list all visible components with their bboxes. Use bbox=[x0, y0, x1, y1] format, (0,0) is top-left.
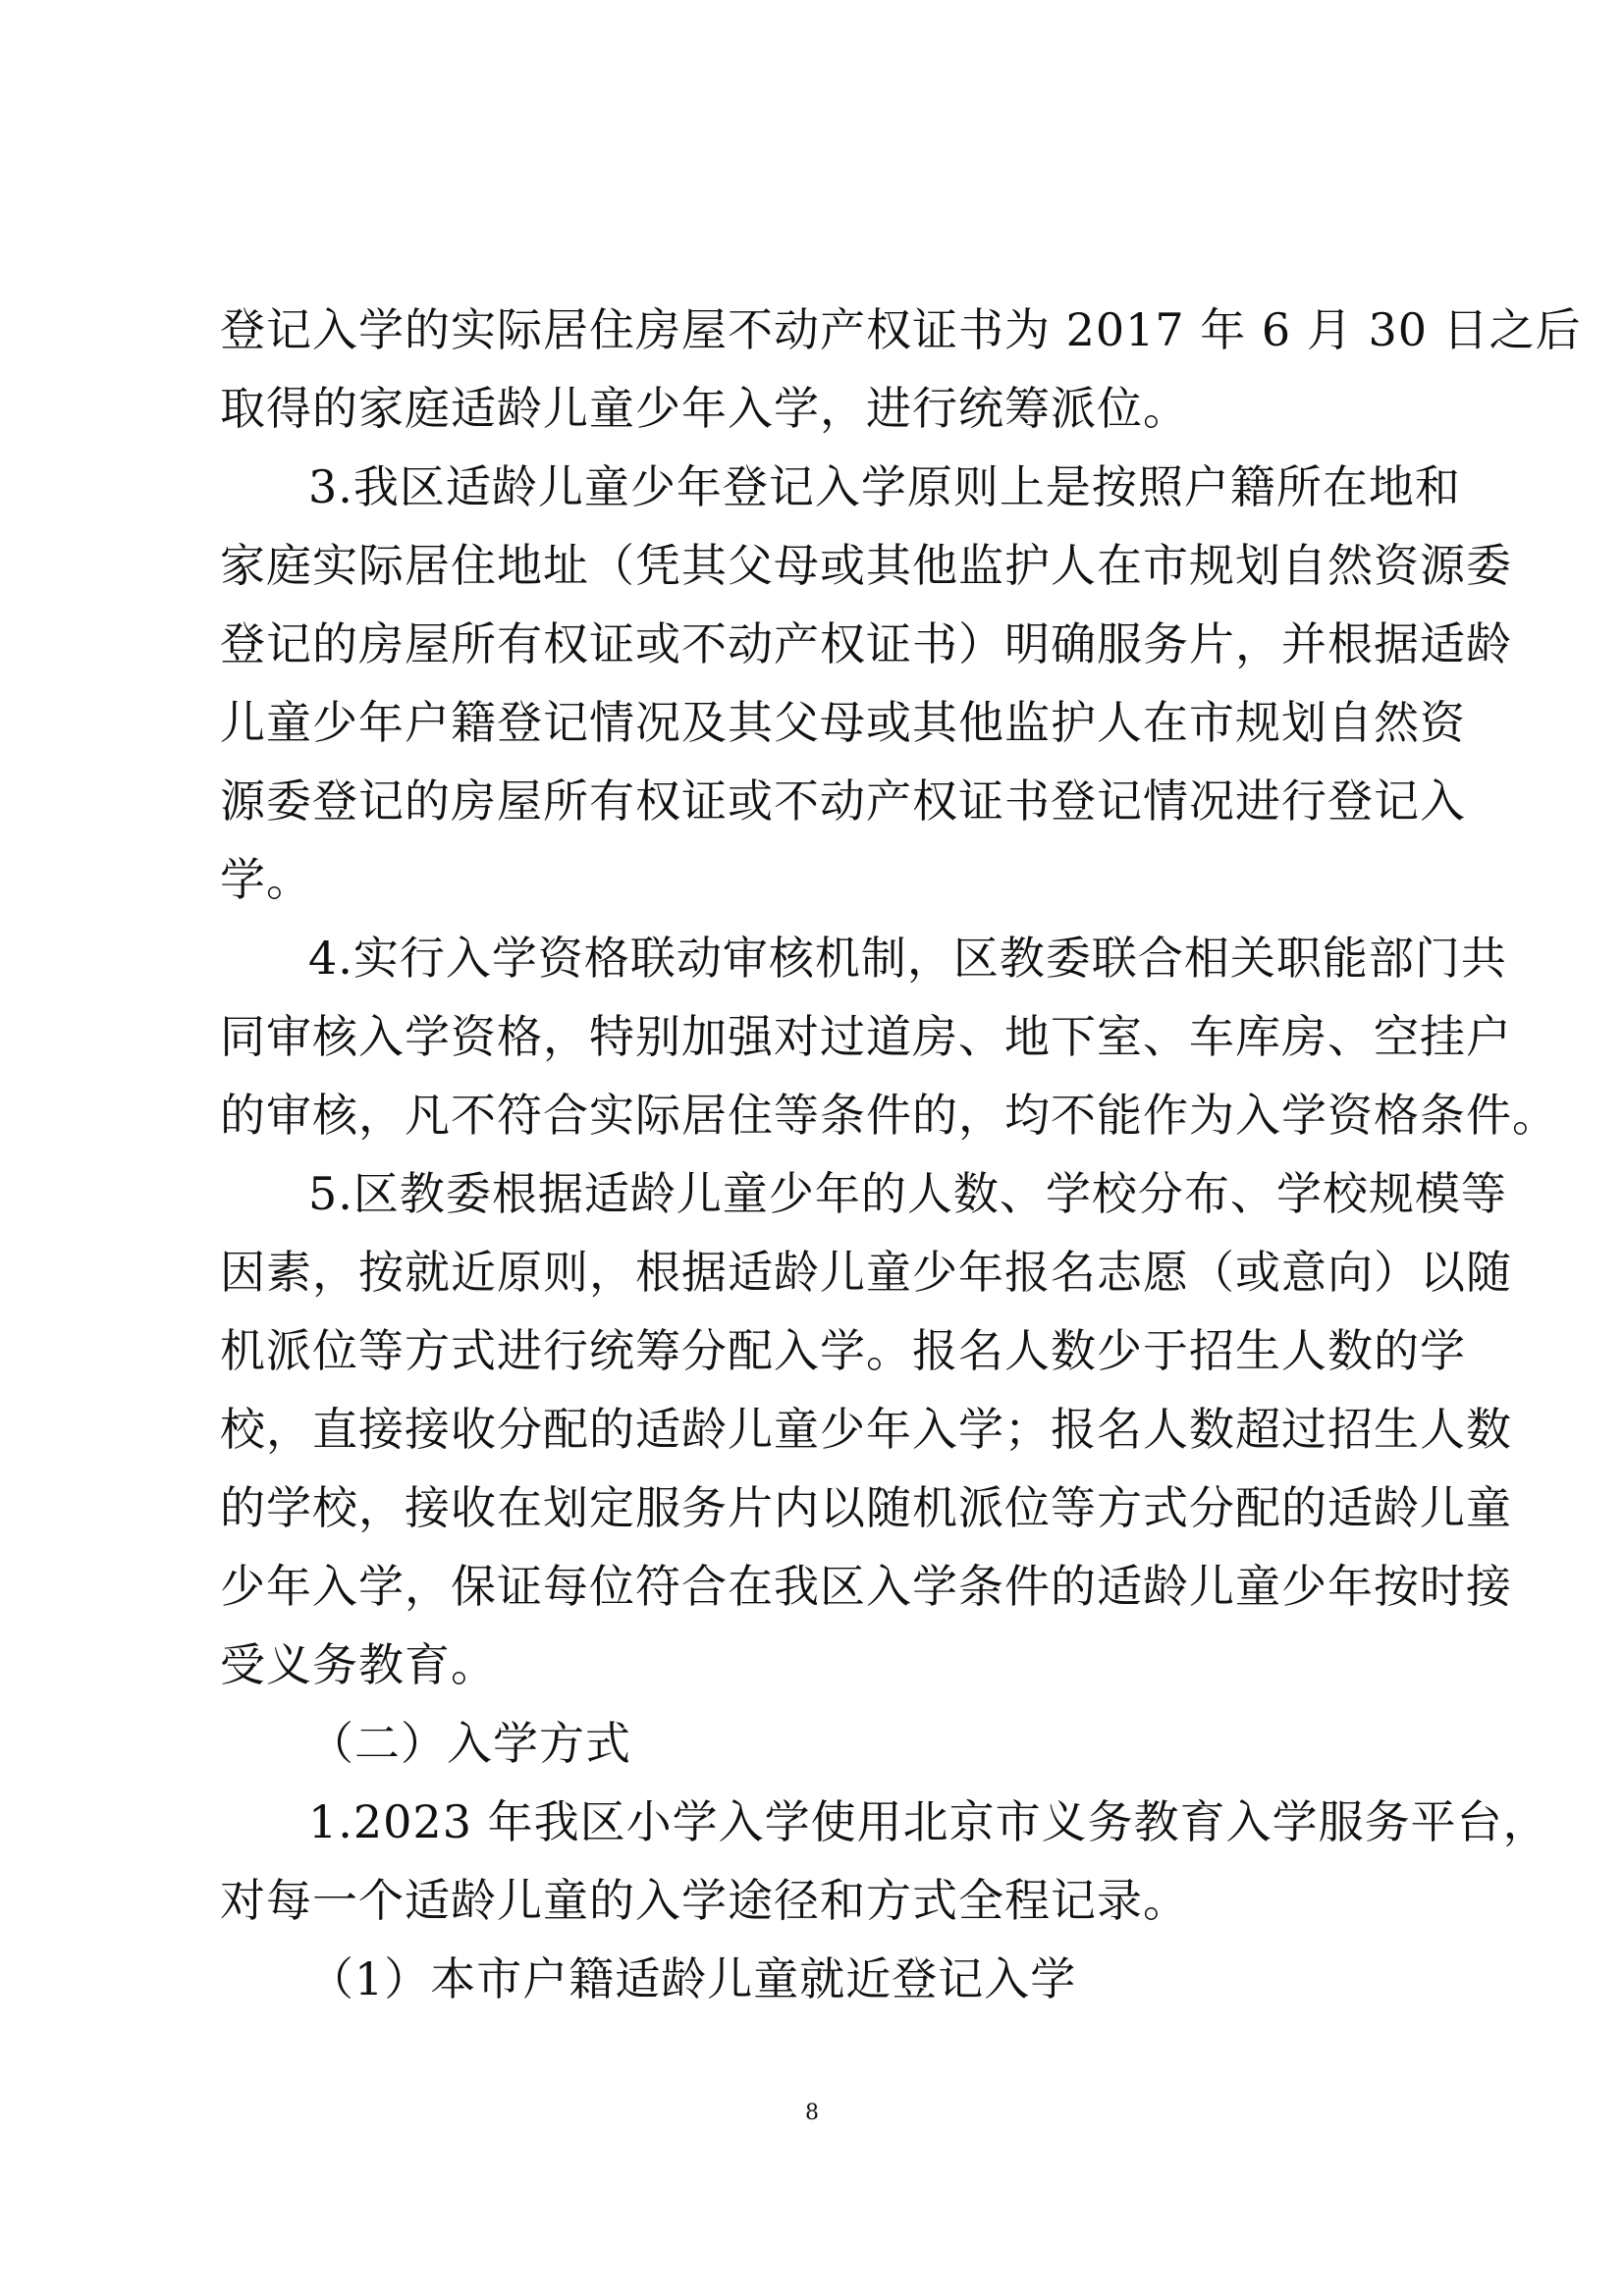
paragraph-line: 受义务教育。 bbox=[220, 1638, 497, 1691]
paragraph-line: 登记入学的实际居住房屋不动产权证书为 2017 年 6 月 30 日之后 bbox=[220, 303, 1582, 356]
paragraph-line: 校，直接接收分配的适龄儿童少年入学；报名人数超过招生人数 bbox=[220, 1403, 1512, 1456]
paragraph-line: 少年入学，保证每位符合在我区入学条件的适龄儿童少年按时接 bbox=[220, 1560, 1512, 1613]
paragraph-line: 的审核，凡不符合实际居住等条件的，均不能作为入学资格条件。 bbox=[220, 1089, 1558, 1142]
paragraph-line: 因素，按就近原则，根据适龄儿童少年报名志愿（或意向）以随 bbox=[220, 1246, 1512, 1299]
paragraph-line: 家庭实际居住地址（凭其父母或其他监护人在市规划自然资源委 bbox=[220, 539, 1512, 592]
paragraph-line: 源委登记的房屋所有权证或不动产权证书登记情况进行登记入 bbox=[220, 774, 1466, 828]
paragraph-line: 同审核入学资格，特别加强对过道房、地下室、车库房、空挂户 bbox=[220, 1010, 1512, 1063]
paragraph-line: 4.实行入学资格联动审核机制，区教委联合相关职能部门共 bbox=[308, 932, 1507, 985]
paragraph-line: 儿童少年户籍登记情况及其父母或其他监护人在市规划自然资 bbox=[220, 696, 1466, 749]
paragraph-line: 的学校，接收在划定服务片内以随机派位等方式分配的适龄儿童 bbox=[220, 1481, 1512, 1534]
section-heading: （二）入学方式 bbox=[308, 1717, 631, 1770]
paragraph-line: 对每一个适龄儿童的入学途径和方式全程记录。 bbox=[220, 1874, 1189, 1927]
paragraph-line: 5.区教委根据适龄儿童少年的人数、学校分布、学校规模等 bbox=[308, 1167, 1507, 1220]
paragraph-line: 3.我区适龄儿童少年登记入学原则上是按照户籍所在地和 bbox=[308, 460, 1461, 513]
paragraph-line: 学。 bbox=[220, 853, 312, 906]
paragraph-line: 取得的家庭适龄儿童少年入学，进行统筹派位。 bbox=[220, 382, 1189, 435]
paragraph-line: 登记的房屋所有权证或不动产权证书）明确服务片，并根据适龄 bbox=[220, 617, 1512, 670]
subsection-heading: （1）本市户籍适龄儿童就近登记入学 bbox=[308, 1952, 1077, 2005]
page-number: 8 bbox=[805, 2101, 819, 2125]
paragraph-line: 1.2023 年我区小学入学使用北京市义务教育入学服务平台， bbox=[308, 1795, 1549, 1848]
paragraph-line: 机派位等方式进行统筹分配入学。报名人数少于招生人数的学 bbox=[220, 1324, 1466, 1377]
